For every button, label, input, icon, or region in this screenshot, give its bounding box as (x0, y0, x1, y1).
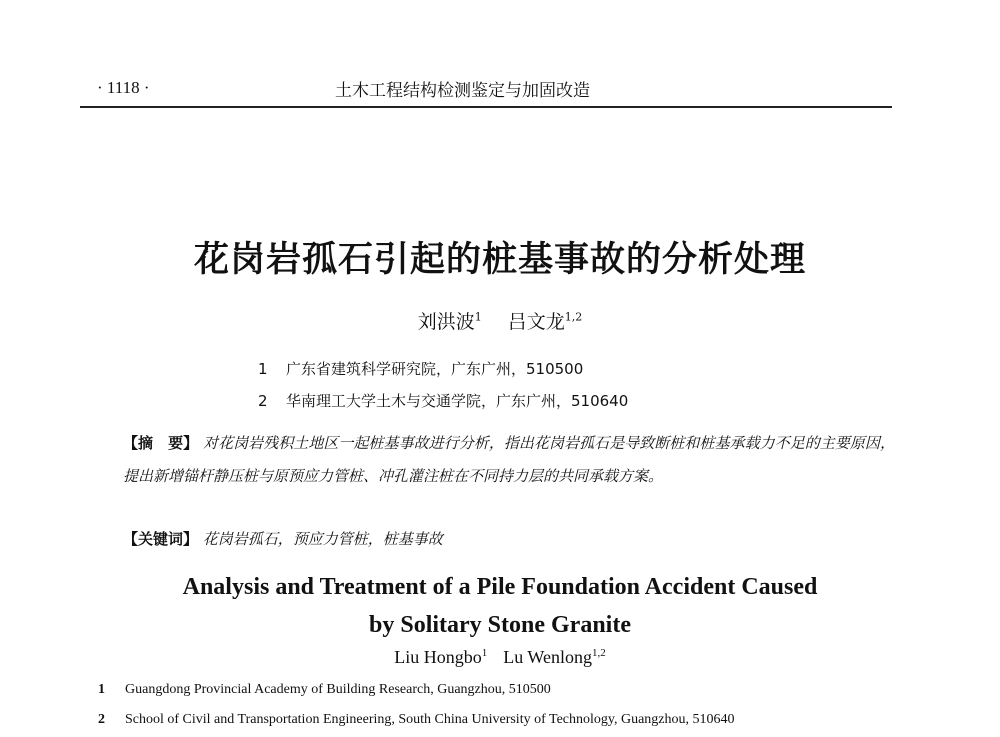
keywords-text: 花岗岩孤石，预应力管桩，桩基事故 (202, 530, 443, 548)
abstract-text: 对花岗岩残积土地区一起桩基事故进行分析，指出花岗岩孤石是导致断桩和桩基承载力不足的主要原因，提出新增锚杆静压桩与原预应力管桩、冲孔灌注桩在不同持力层的共同承载方案。 (123, 434, 895, 485)
author-name: Liu Hongbo (394, 647, 482, 667)
paper-title-en (0, 568, 1000, 644)
paper-title-cn: 花岗岩孤石引起的桩基事故的分析处理 (193, 239, 806, 280)
title-en-line: Analysis and Treatment of a Pile Foundation Accident Caused (182, 574, 818, 600)
affiliation-en (98, 712, 735, 728)
affiliation-cn (258, 358, 583, 379)
author-name: 吕文龙 (507, 311, 565, 333)
authors-en (0, 647, 1000, 668)
affiliation-text: School of Civil and Transportation Engineering, South China University of Technology, Guangzhou, 510640 (125, 712, 735, 727)
affiliation-number: 2 (98, 712, 105, 727)
page-number: · 1118 · (97, 78, 150, 97)
authors-cn (0, 307, 1000, 334)
affiliation-number: 2 (258, 392, 268, 410)
author-superscript: 1,2 (591, 647, 606, 659)
keywords-label: 【关键词】 (123, 530, 199, 548)
affiliation-text: Guangdong Provincial Academy of Building Research, Guangzhou, 510500 (125, 682, 551, 697)
keywords (123, 528, 443, 549)
author-superscript: 1 (481, 647, 488, 659)
affiliation-cn (258, 390, 628, 411)
author-superscript: 1 (474, 310, 482, 324)
affiliation-number: 1 (258, 360, 268, 378)
affiliation-text: 广东省建筑科学研究院，广东广州，510500 (286, 360, 584, 378)
abstract (123, 427, 895, 493)
affiliation-number: 1 (98, 682, 105, 697)
abstract-label: 【摘 要】 (123, 434, 199, 452)
author-superscript: 1,2 (564, 310, 583, 324)
title-en-line: by Solitary Stone Granite (369, 612, 631, 638)
author-name: Lu Wenlong (503, 647, 592, 667)
author-name: 刘洪波 (417, 311, 475, 333)
affiliation-en (98, 682, 551, 698)
journal-title: 土木工程结构检测鉴定与加固改造 (335, 81, 590, 101)
affiliation-text: 华南理工大学土木与交通学院，广东广州，510640 (286, 392, 629, 410)
running-header (80, 72, 892, 108)
